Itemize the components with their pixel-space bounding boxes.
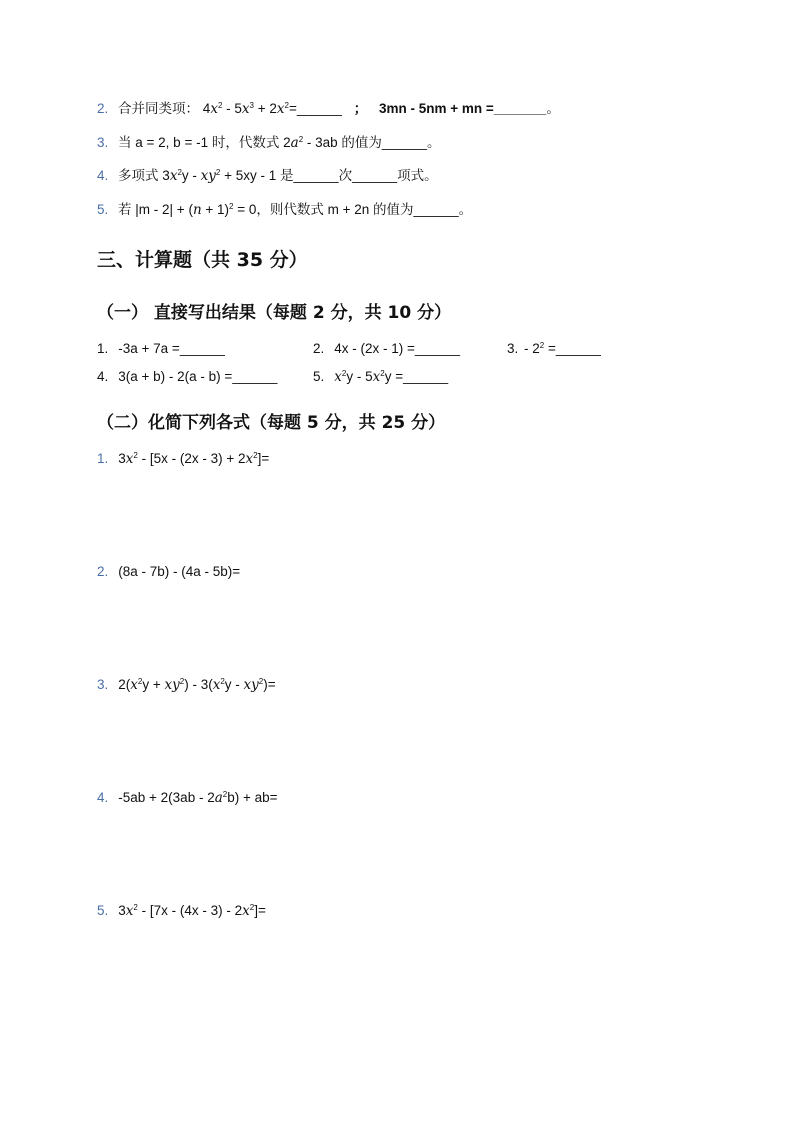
expression: $2a^2$: [283, 135, 304, 151]
part2-item-1: [97, 451, 269, 467]
expression: $3x^2 - [7x - (4x - 3) - 2x^2]=$: [118, 903, 266, 919]
item-number: 1.: [97, 341, 109, 356]
part1-title: （一） 直接写出结果（每题 2 分，共 10 分）: [97, 303, 452, 323]
item-number: 1.: [97, 451, 109, 466]
answer-blank[interactable]: ______: [555, 341, 601, 356]
expression-tail: = 0，则代数式 m + 2n 的值为: [233, 202, 414, 217]
item-number: 2.: [97, 564, 109, 579]
part2-title: （二）化简下列各式（每题 5 分，共 25 分）: [97, 413, 446, 433]
item-number: 5.: [313, 369, 325, 384]
fill-in-item-5: [97, 198, 472, 218]
expression-tail: - 3ab 的值为: [303, 135, 382, 150]
expression: $x^2y - 5x^2y$: [334, 369, 392, 385]
expression-bold: 3mn - 5nm + mn =: [378, 101, 494, 116]
item-number: 4.: [97, 369, 109, 384]
item-label: 若 |m - 2| +: [118, 202, 189, 217]
item-number: 3.: [97, 677, 109, 692]
part1-item-4: [97, 369, 277, 384]
fill-in-item-3: [97, 131, 440, 151]
expression: $3x^2 - [5x - (2x - 3) + 2x^2]=$: [118, 451, 270, 467]
fill-in-item-2: [97, 97, 560, 117]
part2-item-2: [97, 564, 240, 579]
answer-blank[interactable]: ______: [232, 369, 278, 384]
end-mark: 。: [458, 202, 473, 217]
expression-tail: =: [391, 369, 404, 384]
item-label: 多项式: [118, 168, 159, 183]
separator: ；: [353, 101, 368, 116]
answer-blank[interactable]: ______: [293, 168, 339, 183]
expression: - 2: [520, 341, 540, 356]
answer-blank[interactable]: _______: [493, 101, 547, 116]
answer-blank[interactable]: ______: [414, 341, 460, 356]
expression-tail: + 5xy - 1 是: [220, 168, 294, 183]
item-number: 5.: [97, 202, 109, 217]
answer-blank[interactable]: ______: [179, 341, 225, 356]
answer-blank[interactable]: ______: [403, 369, 449, 384]
answer-blank[interactable]: ______: [296, 101, 342, 116]
part2-item-3: [97, 677, 276, 693]
condition-text: 当 a = 2, b = -1 时，代数式: [118, 135, 280, 150]
answer-blank[interactable]: ______: [413, 202, 459, 217]
item-number: 3.: [97, 135, 109, 150]
part1-item-2: [313, 341, 460, 356]
item-label: 合并同类项：: [118, 101, 200, 116]
mid-text: 次: [338, 168, 353, 183]
part1-item-5: [313, 369, 448, 385]
expression: 4x - (2x - 1) =: [334, 341, 415, 356]
item-number: 3.: [507, 341, 519, 356]
expression: $3x^2y - xy^2$: [162, 168, 221, 184]
expression: $4x^2 - 5x^3 + 2x^2=$: [202, 101, 297, 117]
part1-item-1: [97, 341, 225, 356]
item-number: 2.: [313, 341, 325, 356]
end-mark: 项式。: [397, 168, 438, 183]
part2-item-5: [97, 903, 266, 919]
part1-item-3: [507, 341, 601, 356]
expression-tail: =: [544, 341, 556, 356]
expression: 3(a + b) - 2(a - b) =: [118, 369, 233, 384]
end-mark: 。: [546, 101, 560, 116]
item-number: 2.: [97, 101, 109, 116]
end-mark: 。: [426, 135, 441, 150]
exponent: 2: [539, 341, 545, 350]
answer-blank[interactable]: ______: [352, 168, 398, 183]
item-number: 4.: [97, 790, 109, 805]
item-number: 5.: [97, 903, 109, 918]
expression: -3a + 7a =: [118, 341, 180, 356]
part2-item-4: [97, 790, 278, 806]
expression: (8a - 7b) - (4a - 5b)=: [118, 564, 241, 579]
expression: $2(x^2y + xy^2) - 3(x^2y - xy^2)=$: [118, 677, 276, 693]
section-title: 三、计算题（共 35 分）: [97, 249, 308, 271]
item-number: 4.: [97, 168, 109, 183]
fill-in-item-4: [97, 164, 438, 184]
expression: $-5ab + 2(3ab - 2a^2b) + ab=$: [118, 790, 278, 806]
expression: $(n + 1)^2$: [188, 202, 234, 218]
answer-blank[interactable]: ______: [381, 135, 427, 150]
